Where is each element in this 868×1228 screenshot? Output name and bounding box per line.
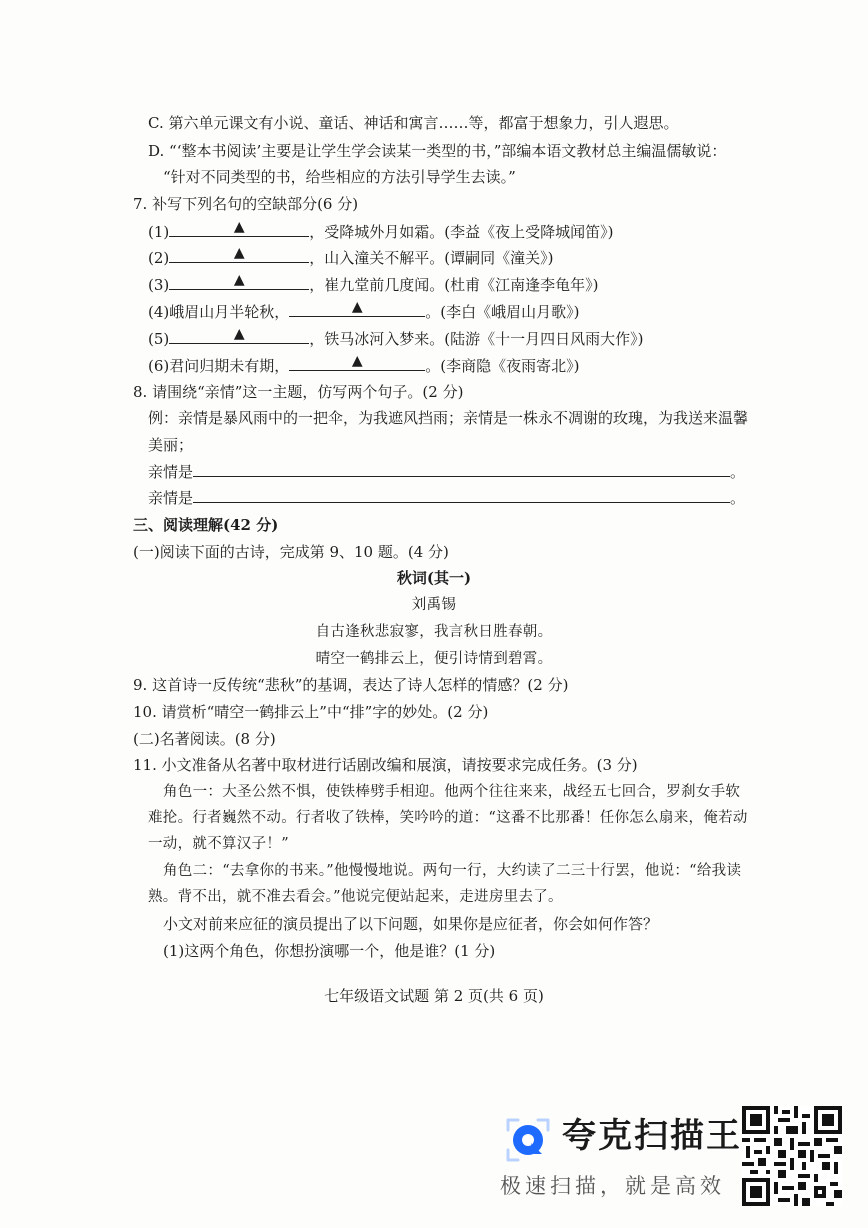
question-8: 8. 请围绕“亲情”这一主题，仿写两个句子。(2 分) [133,383,464,401]
q7-5-blank[interactable] [169,327,309,344]
quark-logo-icon [500,1112,556,1168]
q7-5-text: ，铁马冰河入梦来。(陆游《十一月四日风雨大作》) [309,330,644,348]
option-d-line2: “针对不同类型的书，给些相应的方法引导学生去读。” [163,168,516,186]
poem-line-1: 自古逢秋悲寂寥，我言秋日胜春朝。 [315,624,553,640]
q7-6-text: 。(李商隐《夜雨寄北》) [425,357,580,375]
subsection-1-heading: (一)阅读下面的古诗，完成第 9、10 题。(4 分) [133,543,449,561]
triangle-marker-icon: ▲ [351,299,363,315]
q7-3-number: (3) [148,276,170,294]
triangle-marker-icon: ▲ [233,272,245,288]
subsection-2-heading: (二)名著阅读。(8 分) [133,730,276,748]
section-3-heading: 三、阅读理解(42 分) [133,516,279,534]
role-1-line3: 一动，就不算汉子！” [148,836,289,852]
q7-4-number: (4)峨眉山月半轮秋， [148,303,290,321]
q7-item-3 [148,273,598,296]
triangle-marker-icon: ▲ [233,245,245,261]
watermark-slogan: 极速扫描，就是高效 [500,1174,725,1198]
q11-sub-1: (1)这两个角色，你想扮演哪一个，他是谁？(1 分) [163,942,496,960]
qr-code-icon [742,1106,842,1206]
q7-6-blank[interactable] [289,354,425,371]
poem-author: 刘禹锡 [411,597,457,613]
q7-3-text: ，崔九堂前几度闻。(杜甫《江南逢李龟年》) [309,276,599,294]
q7-4-blank[interactable] [289,300,425,317]
option-c: C. 第六单元课文有小说、童话、神话和寓言……等，都富于想象力，引人遐思。 [148,114,679,132]
q8-answer-2-blank[interactable] [193,487,730,503]
poem-title: 秋词(其一) [396,569,472,587]
q7-item-1 [148,220,613,243]
q7-1-text: ，受降城外月如霜。(李益《夜上受降城闻笛》) [309,223,614,241]
q8-example-line1: 例：亲情是暴风雨中的一把伞，为我遮风挡雨；亲情是一株永不凋谢的玫瑰，为我送来温馨 [148,409,749,427]
role-2-line1: 角色二：“去拿你的书来。”他慢慢地说。两句一行，大约读了二三十行罢，他说：“给我读 [163,863,742,879]
scanner-watermark [500,1108,750,1208]
q7-item-2 [148,246,553,269]
q7-6-number: (6)君问归期未有期， [148,357,290,375]
q7-3-blank[interactable] [169,273,309,290]
question-7: 7. 补写下列名句的空缺部分(6 分) [133,195,359,213]
q7-1-number: (1) [148,223,170,241]
period: 。 [730,489,746,507]
q8-answer-2-label: 亲情是 [148,489,194,507]
role-2-line2: 熟。背不出，就不准去看会。”他说完便站起来，走进房里去了。 [148,889,563,905]
q7-2-text: ，山入潼关不解平。(谭嗣同《潼关》) [309,249,554,267]
role-1-line1: 角色一：大圣公然不惧，使铁棒劈手相迎。他两个往往来来，战经五七回合，罗刹女手软 [163,784,741,800]
q8-answer-1-label: 亲情是 [148,463,194,481]
triangle-marker-icon: ▲ [233,219,245,235]
q7-1-blank[interactable] [169,220,309,237]
q7-2-number: (2) [148,249,170,267]
question-11: 11. 小文准备从名著中取材进行话剧改编和展演，请按要求完成任务。(3 分) [133,756,638,774]
q8-answer-2 [148,487,745,509]
q7-item-6 [148,354,579,377]
q7-4-text: 。(李白《峨眉山月歌》) [425,303,580,321]
watermark-brand: 夸克扫描王 [562,1116,742,1156]
poem-line-2: 晴空一鹤排云上，便引诗情到碧霄。 [315,651,553,667]
triangle-marker-icon: ▲ [351,353,363,369]
q8-answer-1 [148,461,745,483]
question-10: 10. 请赏析“晴空一鹤排云上”中“排”字的妙处。(2 分) [133,703,489,721]
page-footer: 七年级语文试题 第 2 页(共 6 页) [324,987,544,1005]
q8-example-line2: 美丽； [148,436,194,454]
q7-item-4 [148,300,579,323]
triangle-marker-icon: ▲ [233,326,245,342]
question-9: 9. 这首诗一反传统“悲秋”的基调，表达了诗人怎样的情感？(2 分) [133,676,569,694]
q7-2-blank[interactable] [169,246,309,263]
role-1-line2: 难抡。行者巍然不动。行者收了铁棒，笑吟吟的道：“这番不比那番！任你怎么扇来，俺若动 [148,810,748,826]
option-d-line1: D. “‘整本书阅读’主要是让学生学会读某一类型的书，”部编本语文教材总主编温儒敏说： [148,142,727,160]
q7-item-5 [148,327,643,350]
q11-prompt: 小文对前来应征的演员提出了以下问题，如果你是应征者，你会如何作答？ [163,915,659,933]
q8-answer-1-blank[interactable] [193,461,730,477]
q7-5-number: (5) [148,330,170,348]
period: 。 [730,463,746,481]
